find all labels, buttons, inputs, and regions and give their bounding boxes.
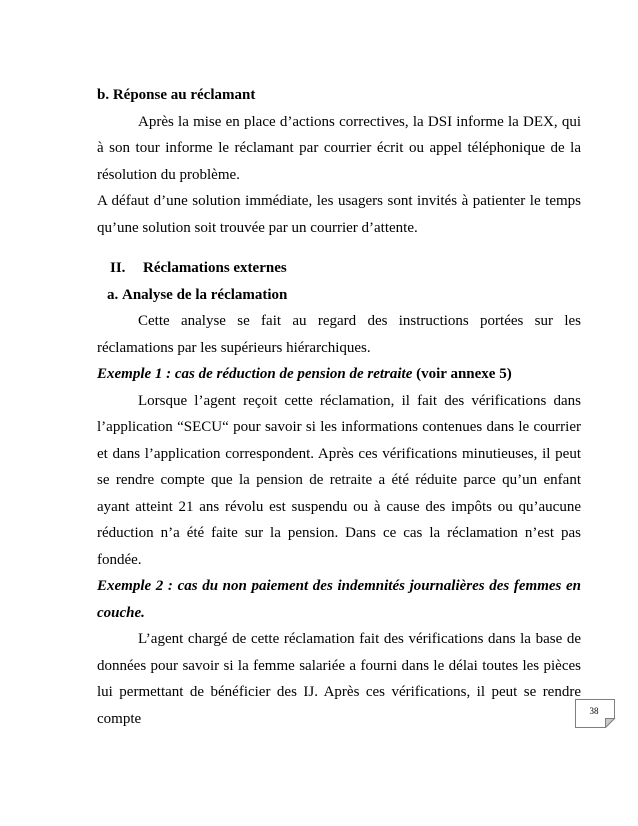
heading-reponse-au-reclamant: b. Réponse au réclamant — [97, 87, 256, 103]
heading-exemple-2: Exemple 2 : cas du non paiement des indemnités journalières des femmes en couche. — [97, 578, 581, 621]
item-title: Analyse de la réclamation — [122, 286, 288, 303]
page-number-frame — [575, 699, 616, 728]
exemple-1-title: Exemple 1 : cas de réduction de pension de retraite — [97, 366, 413, 382]
heading-analyse-reclamation — [107, 282, 581, 309]
paragraph-analyse: Cette analyse se fait au regard des instructions portées sur les réclamations par les supérieurs hiérarchiques. — [97, 313, 581, 356]
paragraph-defaut-solution: A défaut d’une solution immédiate, les usagers sont invités à patienter le temps qu’une solution soit trouvée par un courrier d’attente. — [97, 193, 581, 236]
heading-exemple-1 — [97, 361, 581, 388]
paragraph-exemple-2: L’agent chargé de cette réclamation fait des vérifications dans la base de données pour savoir si la femme salariée a fourni dans le délai toutes les pièces lui permettant de bénéficier des IJ. Après ces vérifications, il peut se rendre compte — [97, 631, 581, 727]
exemple-1-annexe-ref: (voir annexe 5) — [412, 366, 512, 382]
text-block — [97, 82, 581, 732]
paragraph-exemple-1: Lorsque l’agent reçoit cette réclamation, il fait des vérifications dans l’application “SECU“ pour savoir si les informations contenues dans le courrier et dans l’application correspondent. Après ces vérifications minutieuses, il peut se rendre compte que la pension de retraite a été réduite parce qu’un enfant ayant atteint 21 ans révolu est suspendu ou à cause des impôts ou qu’aucune réduction n’a été faite sur la pension. Dans ce cas la réclamation n’est pas fondée. — [97, 392, 581, 568]
folded-corner-icon — [606, 719, 615, 728]
heading-reclamations-externes — [110, 255, 581, 282]
item-letter: a. — [107, 286, 119, 303]
page-number-box — [575, 699, 616, 733]
section-title: Réclamations externes — [143, 260, 287, 276]
page-number: 38 — [589, 706, 599, 716]
paragraph-reponse: Après la mise en place d’actions correctives, la DSI informe la DEX, qui à son tour informe le réclamant par courrier écrit ou appel téléphonique de la résolution du problème. — [97, 113, 581, 183]
section-number: II. — [110, 260, 126, 276]
